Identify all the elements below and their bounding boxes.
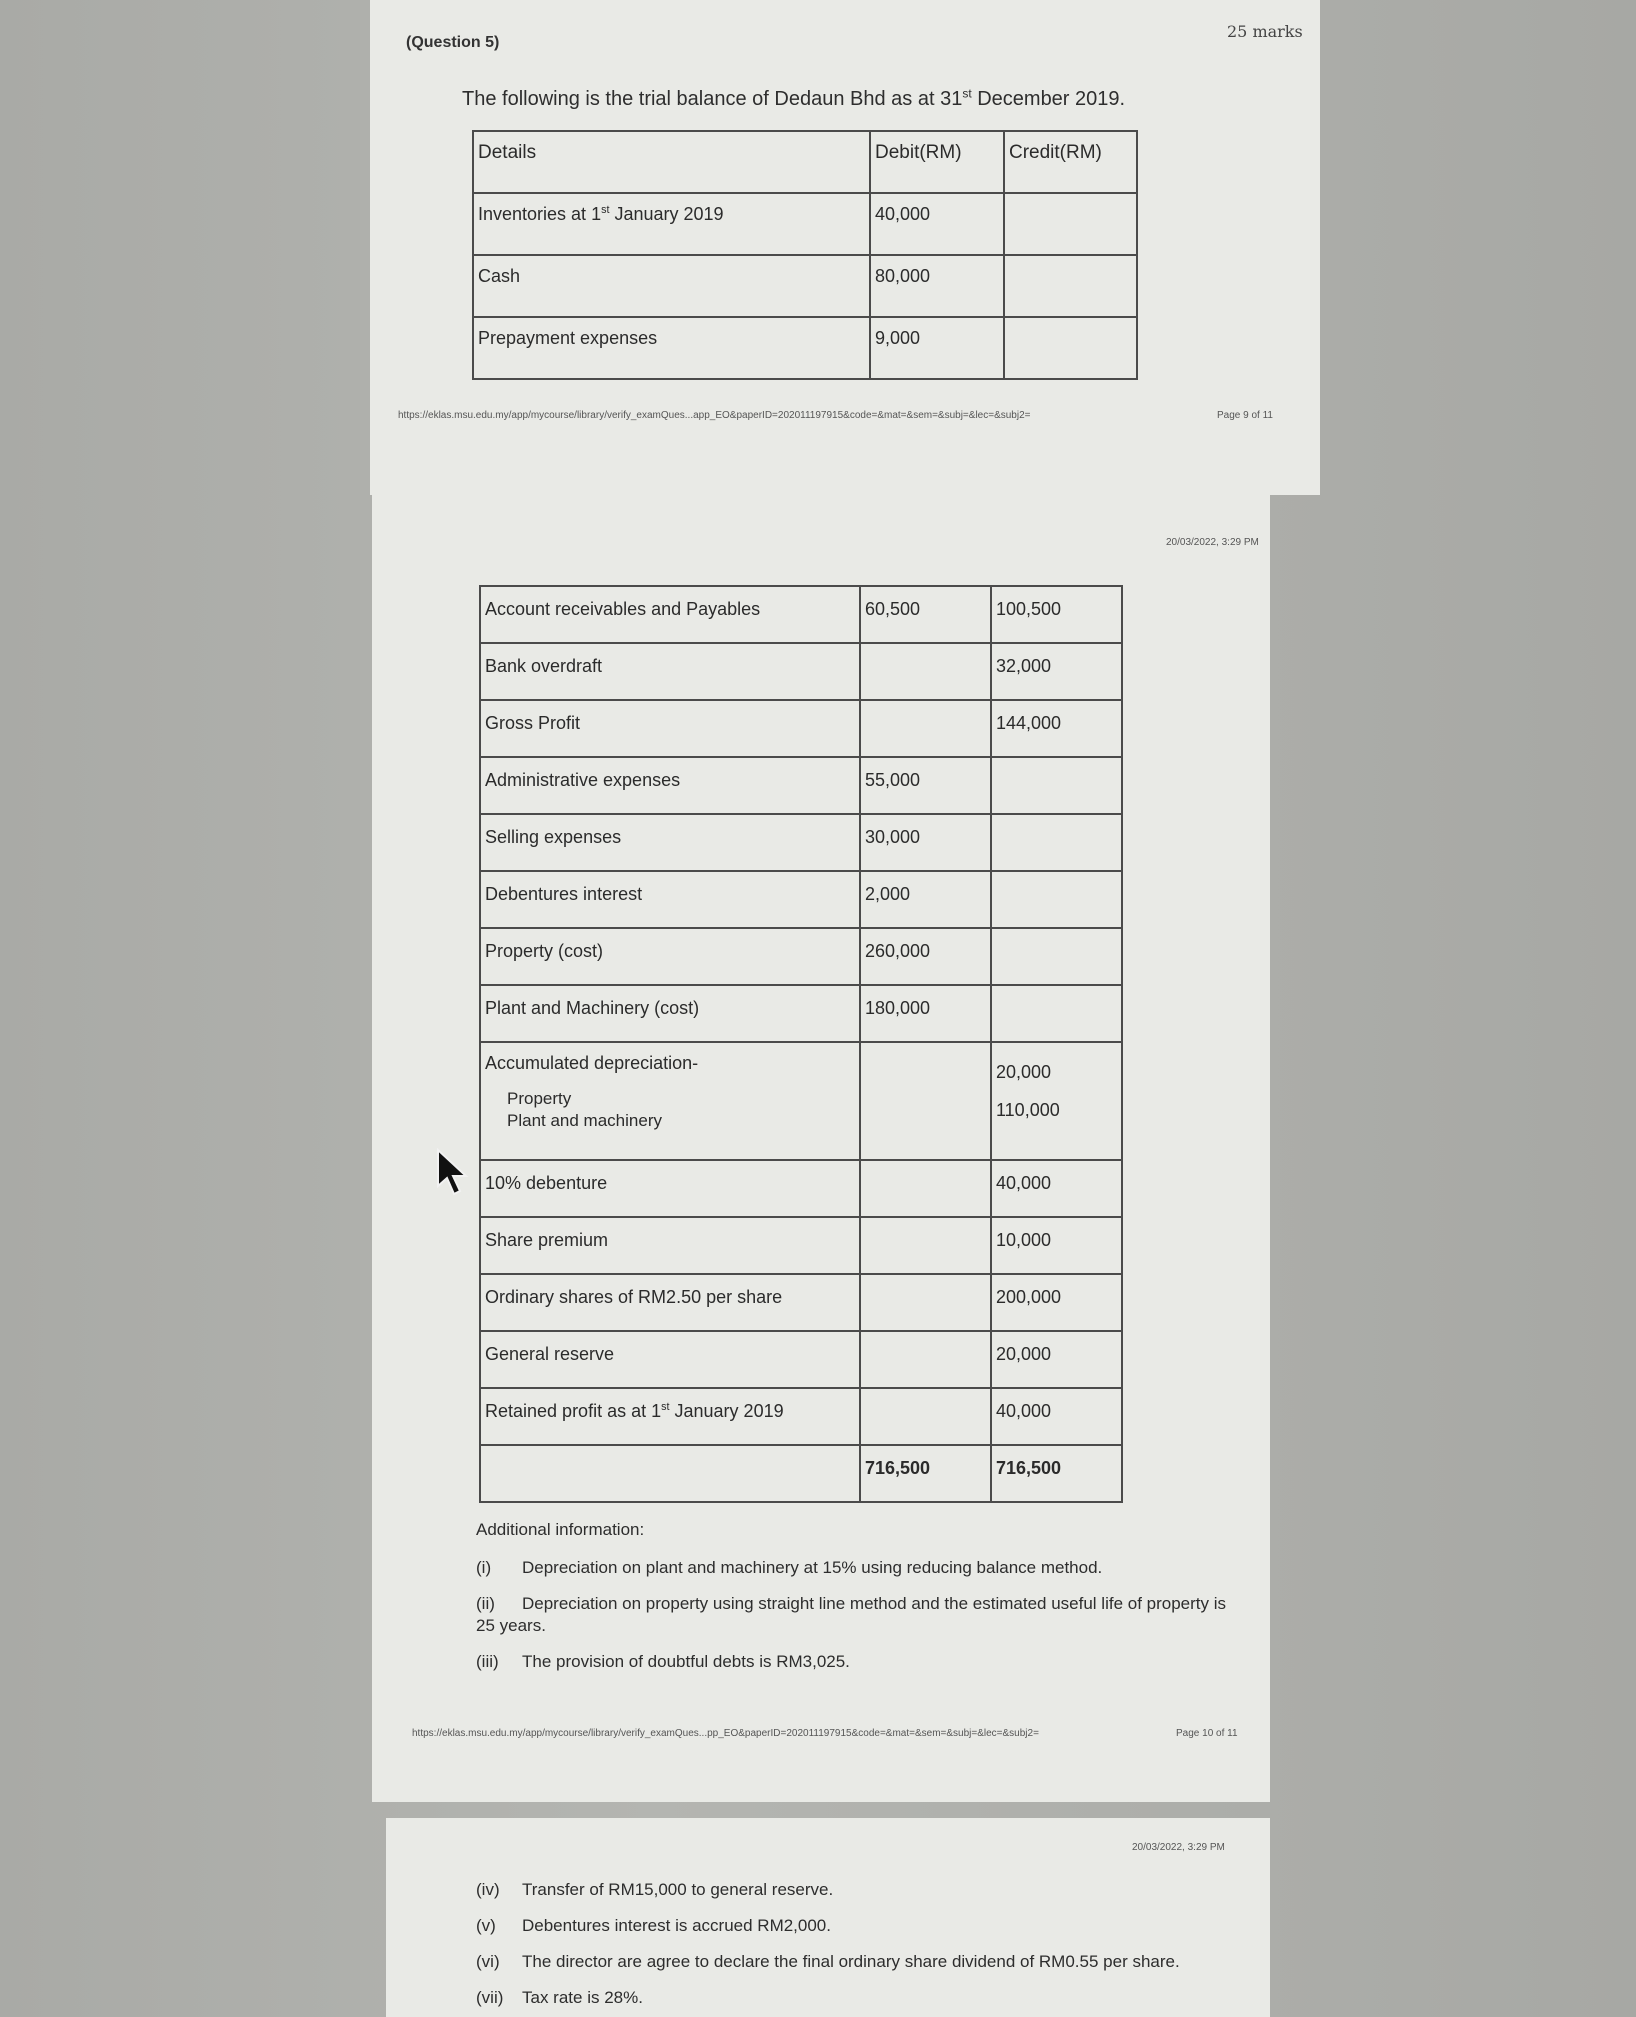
table-row	[480, 700, 1122, 757]
row-credit: 100,500	[991, 586, 1122, 643]
row-debit: 2,000	[860, 871, 991, 928]
row-credit: 20,000	[991, 1331, 1122, 1388]
row-credit	[991, 928, 1122, 985]
table-row	[480, 814, 1122, 871]
table-header-row	[473, 131, 1137, 193]
page-url: https://eklas.msu.edu.my/app/mycourse/library/verify_examQues...app_EO&paperID=202011197915&code=&mat=&sem=&subj=&lec=&subj2=	[398, 410, 1031, 421]
accum-dep-plant: Plant and machinery	[507, 1111, 662, 1130]
row-label: Administrative expenses	[480, 757, 860, 814]
total-debit: 716,500	[860, 1445, 991, 1502]
row-label: Retained profit as at 1st January 2019	[480, 1388, 860, 1445]
row-label	[480, 1042, 860, 1160]
row-label: Bank overdraft	[480, 643, 860, 700]
row-label: Share premium	[480, 1217, 860, 1274]
additional-item: (iv) Transfer of RM15,000 to general reserve.	[476, 1880, 834, 1899]
page-url: https://eklas.msu.edu.my/app/mycourse/library/verify_examQues...pp_EO&paperID=202011197915&code=&mat=&sem=&subj=&lec=&subj2=	[412, 1728, 1039, 1739]
row-label: Debentures interest	[480, 871, 860, 928]
accum-dep-property: Property	[507, 1089, 572, 1108]
table-row	[480, 1160, 1122, 1217]
intro-text: The following is the trial balance of Dedaun Bhd as at 31st December 2019.	[462, 86, 1126, 110]
row-debit	[860, 1331, 991, 1388]
row-debit: 80,000	[870, 255, 1004, 317]
table-row	[480, 985, 1122, 1042]
row-label: Account receivables and Payables	[480, 586, 860, 643]
row-credit: 144,000	[991, 700, 1122, 757]
row-debit: 180,000	[860, 985, 991, 1042]
row-debit	[860, 700, 991, 757]
row-debit	[860, 643, 991, 700]
row-debit: 60,500	[860, 586, 991, 643]
additional-item: (i) Depreciation on plant and machinery at 15% using reducing balance method.	[476, 1558, 1103, 1577]
accum-dep-property-credit: 20,000	[996, 1062, 1052, 1082]
row-debit	[860, 1042, 991, 1160]
table-row	[473, 317, 1137, 379]
row-debit: 9,000	[870, 317, 1004, 379]
row-debit	[860, 1274, 991, 1331]
table-row	[480, 1331, 1122, 1388]
row-credit	[991, 985, 1122, 1042]
row-label: Plant and Machinery (cost)	[480, 985, 860, 1042]
row-credit: 200,000	[991, 1274, 1122, 1331]
additional-item: (ii) Depreciation on property using straight line method and the estimated useful life of property is 25 years.	[476, 1594, 1227, 1635]
header-credit: Credit(RM)	[1004, 131, 1137, 193]
row-label: Cash	[473, 255, 870, 317]
exam-page-10	[372, 492, 1270, 1802]
row-credit	[1004, 193, 1137, 255]
table-row-accumulated-depreciation	[480, 1042, 1122, 1160]
table-row	[480, 928, 1122, 985]
table-row	[473, 193, 1137, 255]
row-label: Property (cost)	[480, 928, 860, 985]
row-credit	[991, 871, 1122, 928]
row-label: 10% debenture	[480, 1160, 860, 1217]
table-row-retained-profit	[480, 1388, 1122, 1445]
table-row	[480, 1217, 1122, 1274]
table-row	[473, 255, 1137, 317]
question-label: (Question 5)	[406, 34, 500, 51]
additional-item: (vii) Tax rate is 28%.	[476, 1988, 643, 2007]
exam-page-11	[386, 1818, 1270, 2017]
table-row	[480, 871, 1122, 928]
trial-balance-table-part1	[472, 130, 1138, 380]
row-label: Selling expenses	[480, 814, 860, 871]
row-credit: 40,000	[991, 1388, 1122, 1445]
row-credit	[1004, 317, 1137, 379]
header-debit: Debit(RM)	[870, 131, 1004, 193]
row-debit	[860, 1160, 991, 1217]
additional-item: (iii) The provision of doubtful debts is RM3,025.	[476, 1652, 850, 1671]
accum-dep-plant-credit: 110,000	[996, 1100, 1060, 1120]
total-credit: 716,500	[991, 1445, 1122, 1502]
row-label: General reserve	[480, 1331, 860, 1388]
header-details: Details	[473, 131, 870, 193]
accum-dep-label: Accumulated depreciation-	[485, 1053, 699, 1073]
row-debit: 30,000	[860, 814, 991, 871]
page-number: Page 10 of 11	[1176, 1728, 1238, 1739]
row-credit	[1004, 255, 1137, 317]
row-credit	[991, 814, 1122, 871]
row-credit: 40,000	[991, 1160, 1122, 1217]
row-label: Prepayment expenses	[473, 317, 870, 379]
print-date: 20/03/2022, 3:29 PM	[1132, 1842, 1225, 1853]
additional-item: (vi) The director are agree to declare the final ordinary share dividend of RM0.55 per share.	[476, 1952, 1180, 1971]
totals-label	[480, 1445, 860, 1502]
row-credit: 10,000	[991, 1217, 1122, 1274]
row-debit	[860, 1217, 991, 1274]
row-debit	[860, 1388, 991, 1445]
marks-label: 25 marks	[1227, 22, 1303, 41]
row-debit: 55,000	[860, 757, 991, 814]
row-credit: 32,000	[991, 643, 1122, 700]
table-row	[480, 757, 1122, 814]
row-credit	[991, 757, 1122, 814]
table-row	[480, 586, 1122, 643]
row-label: Inventories at 1st January 2019	[473, 193, 870, 255]
exam-page-9	[370, 0, 1320, 495]
row-debit: 260,000	[860, 928, 991, 985]
table-row	[480, 1274, 1122, 1331]
row-credit	[991, 1042, 1122, 1160]
additional-info-heading: Additional information:	[476, 1520, 645, 1539]
row-label: Gross Profit	[480, 700, 860, 757]
print-date: 20/03/2022, 3:29 PM	[1166, 537, 1259, 548]
table-row	[480, 643, 1122, 700]
page-number: Page 9 of 11	[1217, 410, 1273, 421]
additional-item: (v) Debentures interest is accrued RM2,000.	[476, 1916, 831, 1935]
table-totals-row	[480, 1445, 1122, 1502]
row-debit: 40,000	[870, 193, 1004, 255]
mouse-pointer-icon	[436, 1148, 470, 1198]
row-label: Ordinary shares of RM2.50 per share	[480, 1274, 860, 1331]
trial-balance-table-part2	[479, 585, 1123, 1503]
